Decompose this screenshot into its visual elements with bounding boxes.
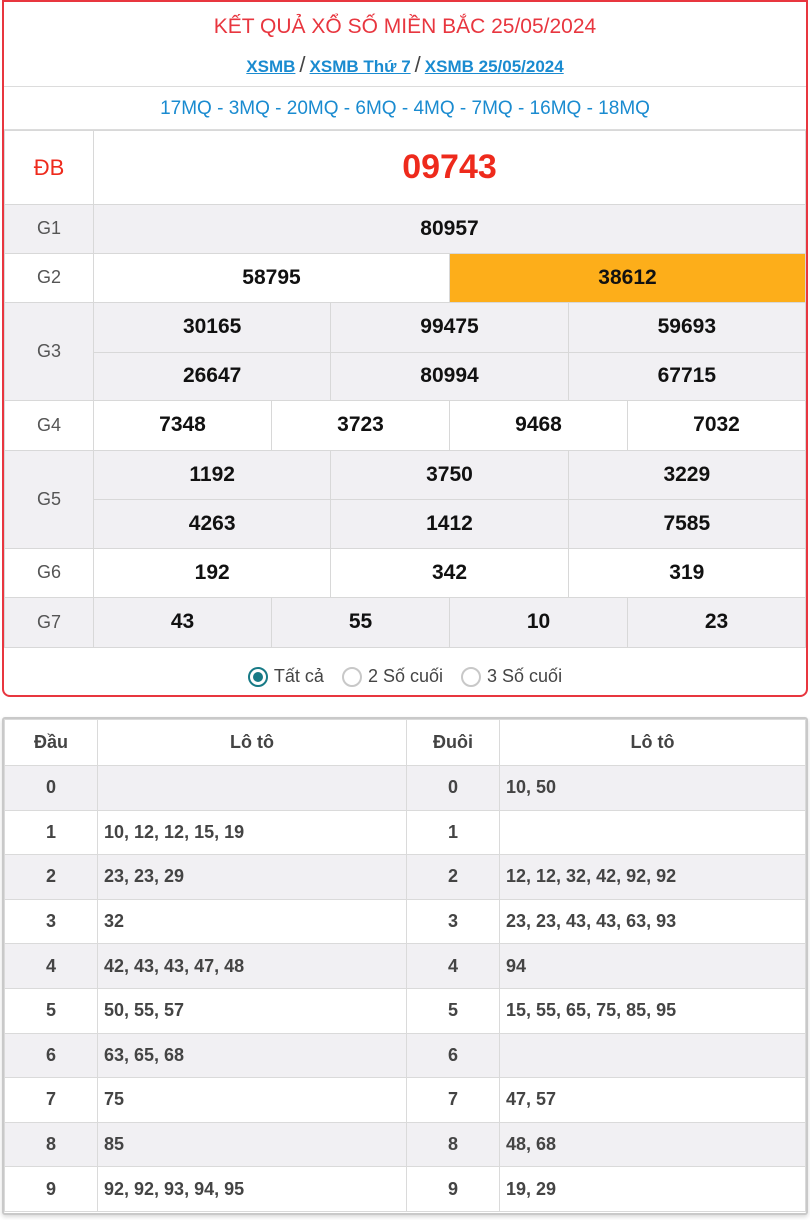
prize-number: 80994 xyxy=(331,353,568,401)
duoi-loto-list: 94 xyxy=(500,944,806,989)
duoi-digit: 6 xyxy=(407,1033,500,1078)
dau-loto-list: 50, 55, 57 xyxy=(98,988,407,1033)
prize-number: 4263 xyxy=(94,500,331,548)
prize-cell-group xyxy=(94,450,806,548)
duoi-digit: 8 xyxy=(407,1122,500,1167)
table-row xyxy=(5,988,806,1033)
table-row xyxy=(5,810,806,855)
duoi-loto-list: 19, 29 xyxy=(500,1167,806,1212)
prize-cell-group xyxy=(94,303,806,401)
draw-codes: 17MQ - 3MQ - 20MQ - 6MQ - 4MQ - 7MQ - 16MQ - 18MQ xyxy=(4,86,806,130)
loto-card xyxy=(2,717,808,1215)
table-row xyxy=(5,766,806,811)
dau-digit: 1 xyxy=(5,810,98,855)
dau-loto-list: 10, 12, 12, 15, 19 xyxy=(98,810,407,855)
result-card xyxy=(2,0,808,697)
duoi-digit: 7 xyxy=(407,1078,500,1123)
breadcrumb-separator: / xyxy=(414,52,421,77)
filter-label: Tất cả xyxy=(273,666,324,686)
breadcrumb xyxy=(4,52,806,86)
prize-number: 192 xyxy=(94,549,331,598)
column-header-duoi: Đuôi xyxy=(407,720,500,766)
prize-number: 99475 xyxy=(331,303,568,352)
dau-digit: 6 xyxy=(5,1033,98,1078)
duoi-loto-list xyxy=(500,810,806,855)
duoi-digit: 3 xyxy=(407,899,500,944)
prize-row-g7 xyxy=(5,598,806,648)
filter-radio-2-digits[interactable] xyxy=(342,666,443,687)
prize-label: G6 xyxy=(5,548,94,598)
column-header-dau: Đầu xyxy=(5,720,98,766)
duoi-loto-list xyxy=(500,1033,806,1078)
dau-digit: 2 xyxy=(5,855,98,900)
radio-unchecked-icon[interactable] xyxy=(342,667,362,687)
prize-number: 30165 xyxy=(94,303,331,352)
page-title: KẾT QUẢ XỔ SỐ MIỀN BẮC 25/05/2024 xyxy=(213,15,597,38)
prize-number: 7032 xyxy=(693,413,740,437)
duoi-digit: 4 xyxy=(407,944,500,989)
prize-label: ĐB xyxy=(5,131,94,205)
column-header-loto: Lô tô xyxy=(500,720,806,766)
prize-number: 58795 xyxy=(94,254,450,303)
table-row xyxy=(5,944,806,989)
prize-number: 10 xyxy=(450,598,628,647)
prize-label: G1 xyxy=(5,205,94,254)
prize-number: 9468 xyxy=(450,401,628,450)
prize-row-g4 xyxy=(5,401,806,451)
prize-label: G7 xyxy=(5,598,94,648)
dau-digit: 5 xyxy=(5,988,98,1033)
prize-number: 3723 xyxy=(272,401,450,450)
dau-loto-list: 23, 23, 29 xyxy=(98,855,407,900)
dau-digit: 4 xyxy=(5,944,98,989)
prize-number: 7585 xyxy=(663,511,711,535)
table-row xyxy=(5,1078,806,1123)
breadcrumb-link-xsmb-date[interactable]: XSMB 25/05/2024 xyxy=(424,57,564,76)
prize-number: 26647 xyxy=(94,353,331,401)
loto-table xyxy=(4,719,806,1212)
prize-number: 7348 xyxy=(94,401,272,450)
filter-label: 2 Số cuối xyxy=(367,666,444,686)
prize-number: 80957 xyxy=(94,205,806,254)
radio-unchecked-icon[interactable] xyxy=(461,667,481,687)
prize-row-g2 xyxy=(5,253,806,303)
prize-row-g6 xyxy=(5,548,806,598)
prize-cell-group xyxy=(94,253,806,303)
dau-digit: 3 xyxy=(5,899,98,944)
filter-radio-all[interactable] xyxy=(248,666,324,687)
duoi-loto-list: 48, 68 xyxy=(500,1122,806,1167)
prize-label: G3 xyxy=(5,303,94,401)
prize-cell-group xyxy=(94,548,806,598)
breadcrumb-separator: / xyxy=(299,52,306,77)
radio-checked-icon[interactable] xyxy=(248,667,268,687)
filter-label: 3 Số cuối xyxy=(487,666,563,686)
dau-loto-list: 63, 65, 68 xyxy=(98,1033,407,1078)
breadcrumb-link-xsmb-thu7[interactable]: XSMB Thứ 7 xyxy=(309,57,411,76)
dau-loto-list: 92, 92, 93, 94, 95 xyxy=(98,1167,407,1212)
prize-number: 342 xyxy=(331,549,568,598)
dau-loto-list: 85 xyxy=(98,1122,407,1167)
duoi-digit: 2 xyxy=(407,855,500,900)
prize-label: G2 xyxy=(5,253,94,303)
table-row xyxy=(5,899,806,944)
prize-number: 3229 xyxy=(663,462,711,486)
duoi-loto-list: 12, 12, 32, 42, 92, 92 xyxy=(500,855,806,900)
prize-label: G5 xyxy=(5,450,94,548)
prize-row-g3 xyxy=(5,303,806,401)
dau-loto-list: 42, 43, 43, 47, 48 xyxy=(98,944,407,989)
duoi-digit: 0 xyxy=(407,766,500,811)
table-row xyxy=(5,1167,806,1212)
duoi-loto-list: 47, 57 xyxy=(500,1078,806,1123)
special-prize-number: 09743 xyxy=(94,131,806,205)
duoi-loto-list: 23, 23, 43, 43, 63, 93 xyxy=(500,899,806,944)
prize-number: 67715 xyxy=(657,364,717,388)
duoi-digit: 1 xyxy=(407,810,500,855)
table-row xyxy=(5,855,806,900)
dau-loto-list xyxy=(98,766,407,811)
prize-number: 55 xyxy=(272,598,450,647)
duoi-digit: 9 xyxy=(407,1167,500,1212)
digit-filter xyxy=(4,648,806,698)
prize-table xyxy=(4,130,806,648)
dau-digit: 7 xyxy=(5,1078,98,1123)
prize-row-db xyxy=(5,131,806,205)
column-header-loto: Lô tô xyxy=(98,720,407,766)
prize-row-g1 xyxy=(5,205,806,254)
prize-label: G4 xyxy=(5,401,94,451)
prize-number: 59693 xyxy=(657,315,717,339)
prize-cell-group xyxy=(94,401,806,451)
prize-row-g5 xyxy=(5,450,806,548)
dau-digit: 8 xyxy=(5,1122,98,1167)
prize-number-highlighted: 38612 xyxy=(450,254,805,303)
prize-number: 1412 xyxy=(331,500,568,548)
dau-loto-list: 75 xyxy=(98,1078,407,1123)
duoi-digit: 5 xyxy=(407,988,500,1033)
breadcrumb-link-xsmb[interactable]: XSMB xyxy=(246,57,296,76)
table-row xyxy=(5,1122,806,1167)
dau-digit: 9 xyxy=(5,1167,98,1212)
prize-number: 319 xyxy=(669,560,705,584)
dau-digit: 0 xyxy=(5,766,98,811)
prize-number: 43 xyxy=(94,598,272,647)
prize-cell-group xyxy=(94,598,806,648)
loto-header-row xyxy=(5,720,806,766)
duoi-loto-list: 15, 55, 65, 75, 85, 95 xyxy=(500,988,806,1033)
dau-loto-list: 32 xyxy=(98,899,407,944)
prize-number: 23 xyxy=(704,610,729,634)
prize-number: 3750 xyxy=(331,451,568,500)
table-row xyxy=(5,1033,806,1078)
filter-radio-3-digits[interactable] xyxy=(461,666,562,687)
duoi-loto-list: 10, 50 xyxy=(500,766,806,811)
prize-number: 1192 xyxy=(94,451,331,500)
